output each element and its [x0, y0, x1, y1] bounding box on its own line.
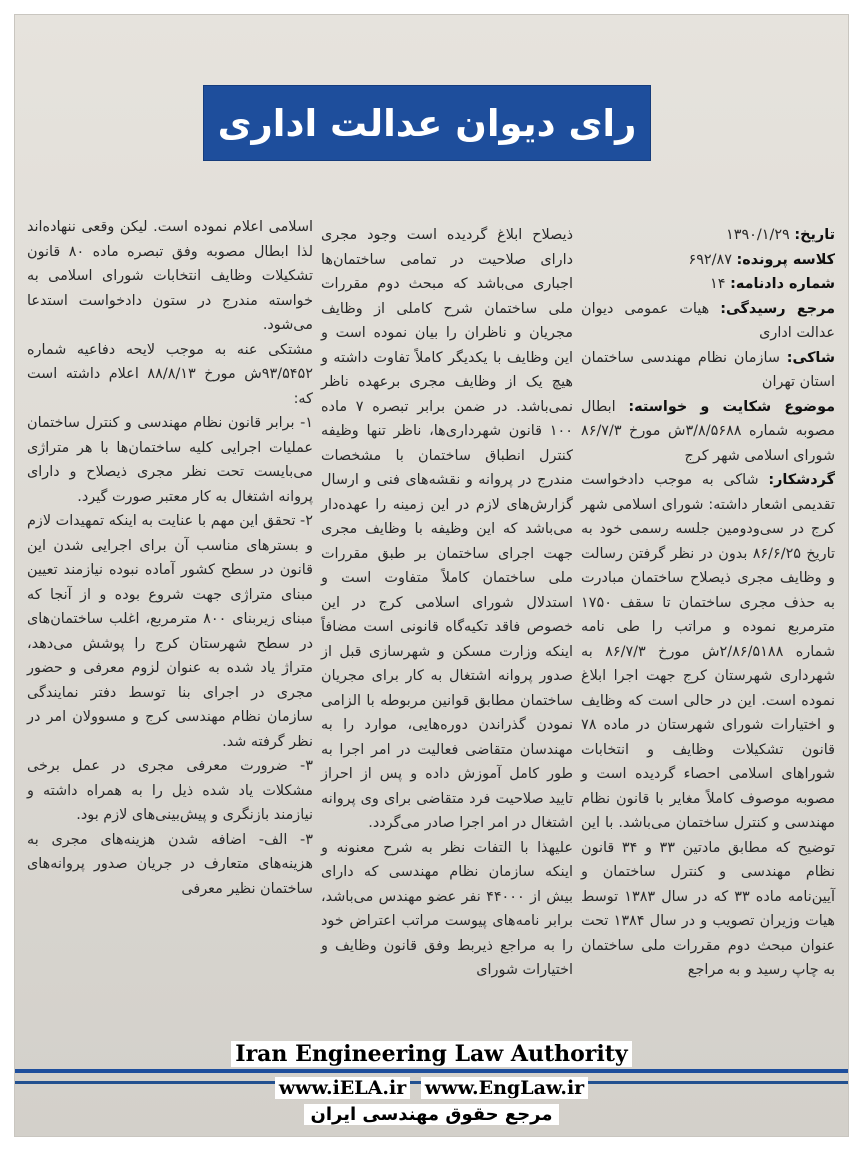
watermark-urls — [15, 1077, 848, 1099]
verdict-number-line — [581, 272, 835, 297]
paragraph: ۳- ضرورت معرفی مجری در عمل برخی مشکلات یاد شده ذیل را به همراه داشته و نیازمند بازنگری و پیش‌بینی‌های لازم بود. — [27, 758, 313, 823]
verdict-number-label: شماره دادنامه: — [730, 276, 835, 292]
authority-label: مرجع رسیدگی: — [720, 300, 835, 317]
paragraph: علیهذا با التفات نظر به شرح معنونه و اینکه سازمان نظام مهندسی که دارای بیش از ۴۴۰۰۰ نفر عضو مهندس می‌باشد، برابر نامه‌های پیوست مراتب اعتراض خود را به مراجع ذیربط وفق قانون وظایف و اختیارات شورای — [321, 839, 573, 978]
watermark-title-text: Iran Engineering Law Authority — [231, 1041, 631, 1067]
authority-value: هیات عمومی دیوان عدالت اداری — [581, 300, 835, 341]
watermark-url-englaw: www.EngLaw.ir — [421, 1077, 588, 1099]
date-value: ۱۳۹۰/۱/۲۹ — [725, 227, 795, 243]
authority-line — [581, 297, 835, 346]
footer-divider — [15, 1069, 848, 1073]
watermark-title — [15, 1041, 848, 1067]
case-number-value: ۶۹۲/۸۷ — [688, 251, 737, 268]
paragraph: اسلامی اعلام نموده است. لیکن وقعی ننهاده‌اند لذا ابطال مصوبه وفق تبصره ماده ۸۰ قانون تشکیلات وظایف انتخابات شورای اسلامی به خواسته مندرج در ستون دادخواست استدعا می‌شود. — [27, 219, 313, 333]
headline-banner — [203, 85, 651, 161]
date-label: تاریخ: — [794, 227, 835, 243]
procedure-paragraph — [581, 468, 835, 983]
article-column-middle — [321, 223, 573, 983]
paragraph: ۱- برابر قانون نظام مهندسی و کنترل ساختمان عملیات اجرایی کلیه ساختمان‌ها با هر متراژی می‌بایست تحت نظر مجری ذیصلاح و دارای پروانه اشتغال به کار معتبر صورت گیرد. — [27, 415, 313, 505]
plaintiff-label: شاکی: — [786, 349, 835, 366]
case-number-label: کلاسه پرونده: — [736, 251, 835, 268]
subject-label: موضوع شکایت و خواسته: — [628, 398, 835, 415]
article-column-left — [27, 215, 313, 901]
case-number-line — [581, 248, 835, 273]
article-column-right — [581, 223, 835, 983]
paragraph: ۳- الف- اضافه شدن هزینه‌های مجری به هزینه‌های متعارف در جریان صدور پروانه‌های ساختمان نظیر معرفی — [27, 831, 313, 897]
plaintiff-line — [581, 346, 835, 395]
procedure-text: شاکی به موجب دادخواست تقدیمی اشعار داشته: شورای اسلامی شهر کرج در سی‌ودومین جلسه رسمی خود به تاریخ ۸۶/۶/۲۵ بدون در نظر گرفتن رسالت و وظایف مجری ذیصلاح ساختمان مبادرت به حذف مجری ساختمان تا سقف ۱۷۵۰ مترمربع نموده و مراتب را طی نامه شماره ۲/۸۶/۵۱۸۸ش مورخ ۸۶/۷/۳ به شهرداری شهرستان کرج جهت اجرا ابلاغ نموده است. این در حالی است که وظایف و اختیارات شورای شهرستان در ماده ۷۸ قانون تشکیلات وظایف و انتخابات شوراهای اسلامی احصاء گردیده است و مصوبه موصوف کاملاً مغایر با قانون نظام مهندسی و کنترل ساختمان می‌باشد. با این توضیح که مطابق مادتین ۳۳ و ۳۴ قانون نظام مهندسی و کنترل ساختمان و آیین‌نامه ماده ۳۳ که در سال ۱۳۸۳ توسط هیات وزیران تصویب و در سال ۱۳۸۴ تحت عنوان مبحث دوم مقررات ملی ساختمان به چاپ رسید و به مراجع — [581, 472, 836, 978]
subject-value: ابطال مصوبه شماره ۳/۸/۵۶۸۸ش مورخ ۸۶/۷/۳ شورای اسلامی شهر کرج — [581, 398, 835, 464]
plaintiff-value: سازمان نظام مهندسی ساختمان استان تهران — [581, 349, 835, 390]
date-line — [581, 223, 835, 248]
paragraph: مشتکی عنه به موجب لایحه دفاعیه شماره ۹۳/۵۴۵۲ش مورخ ۸۸/۸/۱۳ اعلام داشته است که: — [27, 341, 313, 407]
paragraph: ۲- تحقق این مهم با عنایت به اینکه تمهیدات لازم و بسترهای مناسب آن برای اجرایی شدن این قانون در سطح کشور آماده نبوده نیازمند تعیین مبنای متراژی جهت شروع بوده و از آنجا که مبنای زیربنای ۸۰۰ مترمربع، اغلب ساختمان‌های در سطح شهرستان کرج را پوشش می‌دهد، متراژ یاد شده به عنوان لزوم معرفی و حضور مجری در اجرای بنا توسط دفتر نمایندگی سازمان نظام مهندسی کرج و مسوولان امر در نظر گرفته شد. — [27, 513, 313, 750]
headline-text: رای دیوان عدالت اداری — [217, 101, 637, 145]
watermark-url-iela: www.iELA.ir — [275, 1077, 410, 1099]
procedure-label: گردشکار: — [768, 472, 835, 488]
watermark-persian — [15, 1104, 848, 1125]
watermark-persian-text: مرجع حقوق مهندسی ایران — [304, 1104, 558, 1125]
subject-line — [581, 395, 835, 469]
verdict-number-value: ۱۴ — [710, 276, 731, 292]
paragraph: ذیصلاح ابلاغ گردیده است وجود مجری دارای صلاحیت در تمامی ساختمان‌ها اجباری می‌باشد که مبحث دوم مقررات ملی ساختمان شرح کاملی از وظایف مجریان و ناظران را بیان نموده است و این وظایف با یکدیگر کاملاً تفاوت داشته و هیچ یک از وظایف مجری برعهده ناظر نمی‌باشد. در ضمن برابر تبصره ۷ ماده ۱۰۰ قانون شهرداری‌ها، ناظر تنها وظیفه کنترل انطباق ساختمان با مشخصات مندرج در پروانه و نقشه‌های فنی و ارسال گزارش‌های لازم در این زمینه را عهده‌دار می‌باشد که این وظیفه با وظایف مجری جهت اجرای ساختمان بر طبق مقررات ملی ساختمان کاملاً متفاوت است و استدلال شورای اسلامی کرج در این خصوص فاقد تکیه‌گاه قانونی است مضافاً اینکه وزارت مسکن و شهرسازی قبل از صدور پروانه اشتغال به کار برای مجریان ساختمان مطابق قوانین مربوطه با الزامی نمودن گذراندن دوره‌هایی، موارد را به مهندسان متقاضی فعالیت در امر اجرا به طور کامل آموزش داده و پس از احراز تایید صلاحیت فرد متقاضی برای وی پروانه اشتغال در امر اجرا صادر می‌گردد. — [321, 227, 573, 831]
newspaper-photo — [14, 14, 849, 1137]
